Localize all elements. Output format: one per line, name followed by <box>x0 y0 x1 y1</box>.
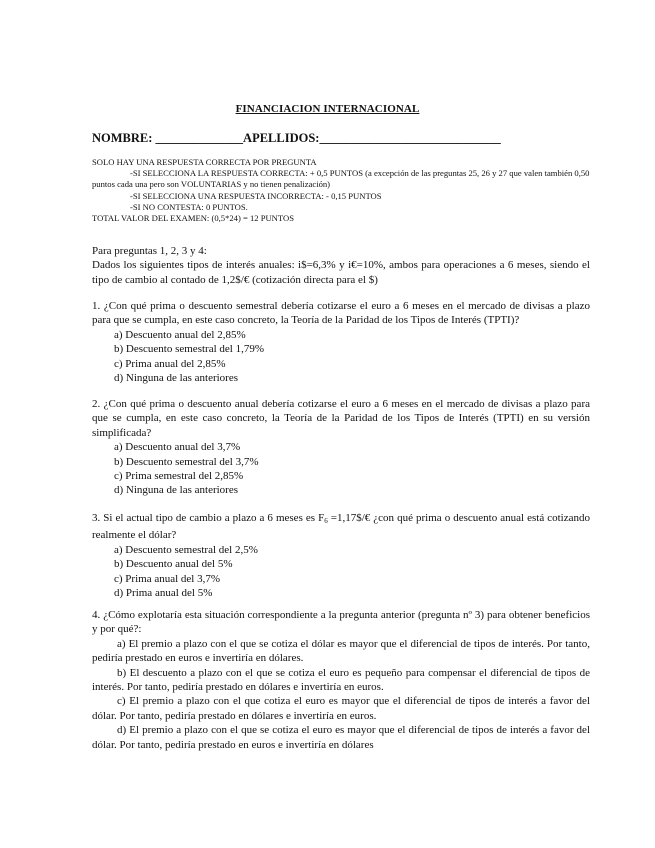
question-text: 4. ¿Cómo explotaría esta situación correspondiente a la pregunta anterior (pregunta nº 3) para obtener beneficios y por qué?: <box>92 609 590 636</box>
apellidos-blank: _____________________________ <box>319 131 501 145</box>
option: d) Prima anual del 5% <box>114 587 213 600</box>
instruction-line: TOTAL VALOR DEL EXAMEN: (0,5*24) = 12 PUNTOS <box>92 213 294 224</box>
question-3 <box>92 511 590 600</box>
name-row <box>92 131 501 146</box>
options-list <box>114 440 590 498</box>
option: c) Prima anual del 2,85% <box>114 357 226 370</box>
option: b) El descuento a plazo con el que se cotiza el euro es pequeño para compensar el diferencial de tipos de interés. Por tanto, pediría prestado en dólares e invertiría en euros. <box>92 666 590 694</box>
question-text <box>92 511 590 543</box>
instructions-block <box>92 157 592 224</box>
option: a) Descuento anual del 3,7% <box>114 441 241 454</box>
instruction-text: -SI SELECCIONA LA RESPUESTA CORRECTA: + 0,5 PUNTOS (a excepción de las preguntas 25, 26 y 27 que valen también 0,50 puntos cada una pero son VOLUNTARIAS y no tienen penalización) <box>92 168 590 190</box>
option: b) Descuento semestral del 3,7% <box>114 455 259 468</box>
instruction-line: -SI SELECCIONA UNA RESPUESTA INCORRECTA: - 0,15 PUNTOS <box>130 190 382 201</box>
exam-title: FINANCIACION INTERNACIONAL <box>235 103 420 115</box>
intro-text: Dados los siguientes tipos de interés anuales: i$=6,3% y i€=10%, ambos para operaciones a 6 meses, siendo el tipo de cambio al contado de 1,2$/€ (cotización directa para el $) <box>92 259 590 286</box>
question-text-part: 3. Si el actual tipo de cambio a plazo a 6 meses es F <box>92 512 325 524</box>
nombre-label: NOMBRE: <box>92 131 153 145</box>
option: c) Prima semestral del 2,85% <box>114 470 244 483</box>
question-text-part: =1,17$/€ ¿con qué prima o descuento anual está cotizando realmente el dólar? <box>92 512 590 542</box>
option: d) Ninguna de las anteriores <box>114 484 239 497</box>
forward-subscript: 6 <box>324 517 328 525</box>
option: d) Ninguna de las anteriores <box>114 372 239 385</box>
question-4 <box>92 608 590 752</box>
options-list <box>114 328 590 386</box>
nombre-blank: ______________ <box>155 131 244 145</box>
option: a) El premio a plazo con el que se cotiza el dólar es mayor que el diferencial de tipos de interés. Por tanto, pediría prestado en euros e invertiría en dólares. <box>92 637 590 665</box>
question-2 <box>92 397 590 498</box>
intro-heading: Para preguntas 1, 2, 3 y 4: <box>92 245 207 257</box>
question-1 <box>92 299 590 385</box>
option: c) El premio a plazo con el que cotiza el euro es mayor que el diferencial de tipos de interés a favor del dólar. Por tanto, pediría prestado en dólares e invertiría en euros. <box>92 695 590 722</box>
instruction-line: -SI NO CONTESTA: 0 PUNTOS. <box>130 201 248 212</box>
instruction-line: SOLO HAY UNA RESPUESTA CORRECTA POR PREGUNTA <box>92 157 317 167</box>
option: a) Descuento anual del 2,85% <box>114 328 246 341</box>
options-list <box>114 543 590 601</box>
question-text: 1. ¿Con qué prima o descuento semestral debería cotizarse el euro a 6 meses en el mercado de divisas a plazo para que se cumpla, en este caso concreto, la Teoría de la Paridad de los Tipos de Interés (TPTI)? <box>92 300 590 327</box>
apellidos-label: APELLIDOS: <box>243 131 320 145</box>
option: c) Prima anual del 3,7% <box>114 572 220 585</box>
option: b) Descuento anual del 5% <box>114 558 233 571</box>
option: a) Descuento semestral del 2,5% <box>114 543 258 556</box>
question-text: 2. ¿Con qué prima o descuento anual debería cotizarse el euro a 6 meses en el mercado de divisas a plazo para que se cumpla, en este caso concreto, la Teoría de la Paridad de los Tipos de Interés (TPTI) en su versión simplificada? <box>92 398 590 439</box>
instruction-line <box>92 168 592 190</box>
option: b) Descuento semestral del 1,79% <box>114 343 264 356</box>
option: d) El premio a plazo con el que se cotiza el euro es mayor que el diferencial de tipos de interés a favor del dólar. Por tanto, pediría prestado en euros e invertiría en dólares <box>92 724 590 751</box>
intro-block <box>92 244 590 287</box>
